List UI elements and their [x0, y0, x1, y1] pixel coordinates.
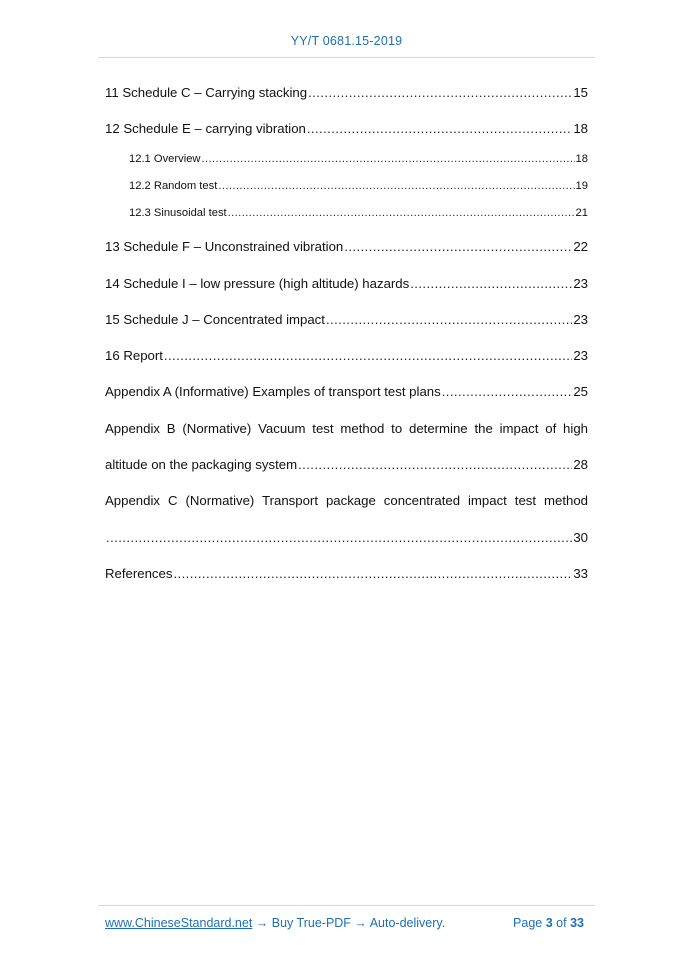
footer-divider: [98, 905, 595, 906]
page-number: [513, 916, 584, 930]
toc-entry-page: 30: [573, 530, 588, 545]
toc-entry-page: 23: [573, 348, 588, 363]
toc-entry-label: 12.3 Sinusoidal test: [129, 207, 227, 219]
toc-entry-label: altitude on the packaging system: [105, 457, 298, 472]
toc-leader: [442, 384, 573, 399]
toc-entry-page: 23: [573, 276, 588, 291]
footer-tagline: → Buy True-PDF → Auto-delivery.: [252, 916, 446, 930]
website-link[interactable]: www.ChineseStandard.net: [105, 916, 253, 930]
toc-entry-page: 28: [573, 457, 588, 472]
toc-entry-label: 15 Schedule J – Concentrated impact: [105, 312, 325, 327]
toc-leader: [164, 348, 572, 363]
toc-subentry[interactable]: [129, 207, 588, 219]
toc-entry-page: 23: [573, 312, 588, 327]
toc-leader: [106, 530, 572, 545]
toc-entry-page: 25: [573, 384, 588, 399]
toc-entry-label: Appendix A (Informative) Examples of transport test plans: [105, 384, 441, 399]
toc-entry[interactable]: [105, 121, 588, 136]
toc-entry[interactable]: [105, 384, 588, 399]
toc-entry[interactable]: [105, 239, 588, 254]
toc-entry[interactable]: [105, 348, 588, 363]
toc-entry[interactable]: [105, 530, 588, 545]
toc-entry-label: 14 Schedule I – low pressure (high altitude) hazards: [105, 276, 410, 291]
toc-entry[interactable]: [105, 457, 588, 472]
toc-leader: [173, 566, 572, 581]
toc-entry-page: 33: [573, 566, 588, 581]
toc-subentry[interactable]: [129, 153, 588, 165]
toc-subentry[interactable]: [129, 180, 588, 192]
page-footer: [105, 916, 584, 930]
toc-entry-page: 15: [573, 85, 588, 100]
toc-entry-label: 12.1 Overview: [129, 153, 201, 165]
toc-entry-page: 18: [575, 153, 588, 165]
toc-entry-label: 12.2 Random test: [129, 180, 218, 192]
toc-leader: [326, 312, 572, 327]
toc-leader: [202, 153, 575, 165]
toc-entry[interactable]: [105, 312, 588, 327]
toc-leader: [298, 457, 572, 472]
toc-entry-label-line[interactable]: Appendix B (Normative) Vacuum test method to determine the impact of high: [105, 421, 588, 436]
page-word: Page: [513, 916, 543, 930]
of-word: of: [556, 916, 567, 930]
toc-entry-page: 22: [573, 239, 588, 254]
toc-entry[interactable]: [105, 566, 588, 581]
toc-entry-label: 16 Report: [105, 348, 163, 363]
total-pages: 33: [570, 916, 584, 930]
toc-entry-page: 21: [575, 207, 588, 219]
toc-leader: [307, 121, 572, 136]
toc-entry[interactable]: [105, 85, 588, 100]
toc-entry-page: 18: [573, 121, 588, 136]
toc-leader: [218, 180, 574, 192]
toc-entry-label: 12 Schedule E – carrying vibration: [105, 121, 306, 136]
toc-leader: [344, 239, 572, 254]
footer-promo: [105, 916, 445, 930]
toc-leader: [410, 276, 572, 291]
document-id: YY/T 0681.15-2019: [290, 34, 403, 48]
current-page: 3: [545, 916, 553, 930]
toc-leader: [228, 207, 575, 219]
document-header: [98, 34, 595, 58]
toc-entry-label: 13 Schedule F – Unconstrained vibration: [105, 239, 344, 254]
toc-leader: [308, 85, 572, 100]
toc-entry-label: References: [105, 566, 173, 581]
toc-entry-page: 19: [575, 180, 588, 192]
toc-entry-label-line[interactable]: Appendix C (Normative) Transport package concentrated impact test method: [105, 493, 588, 508]
toc-entry[interactable]: [105, 276, 588, 291]
toc-entry-label: 11 Schedule C – Carrying stacking: [105, 85, 308, 100]
